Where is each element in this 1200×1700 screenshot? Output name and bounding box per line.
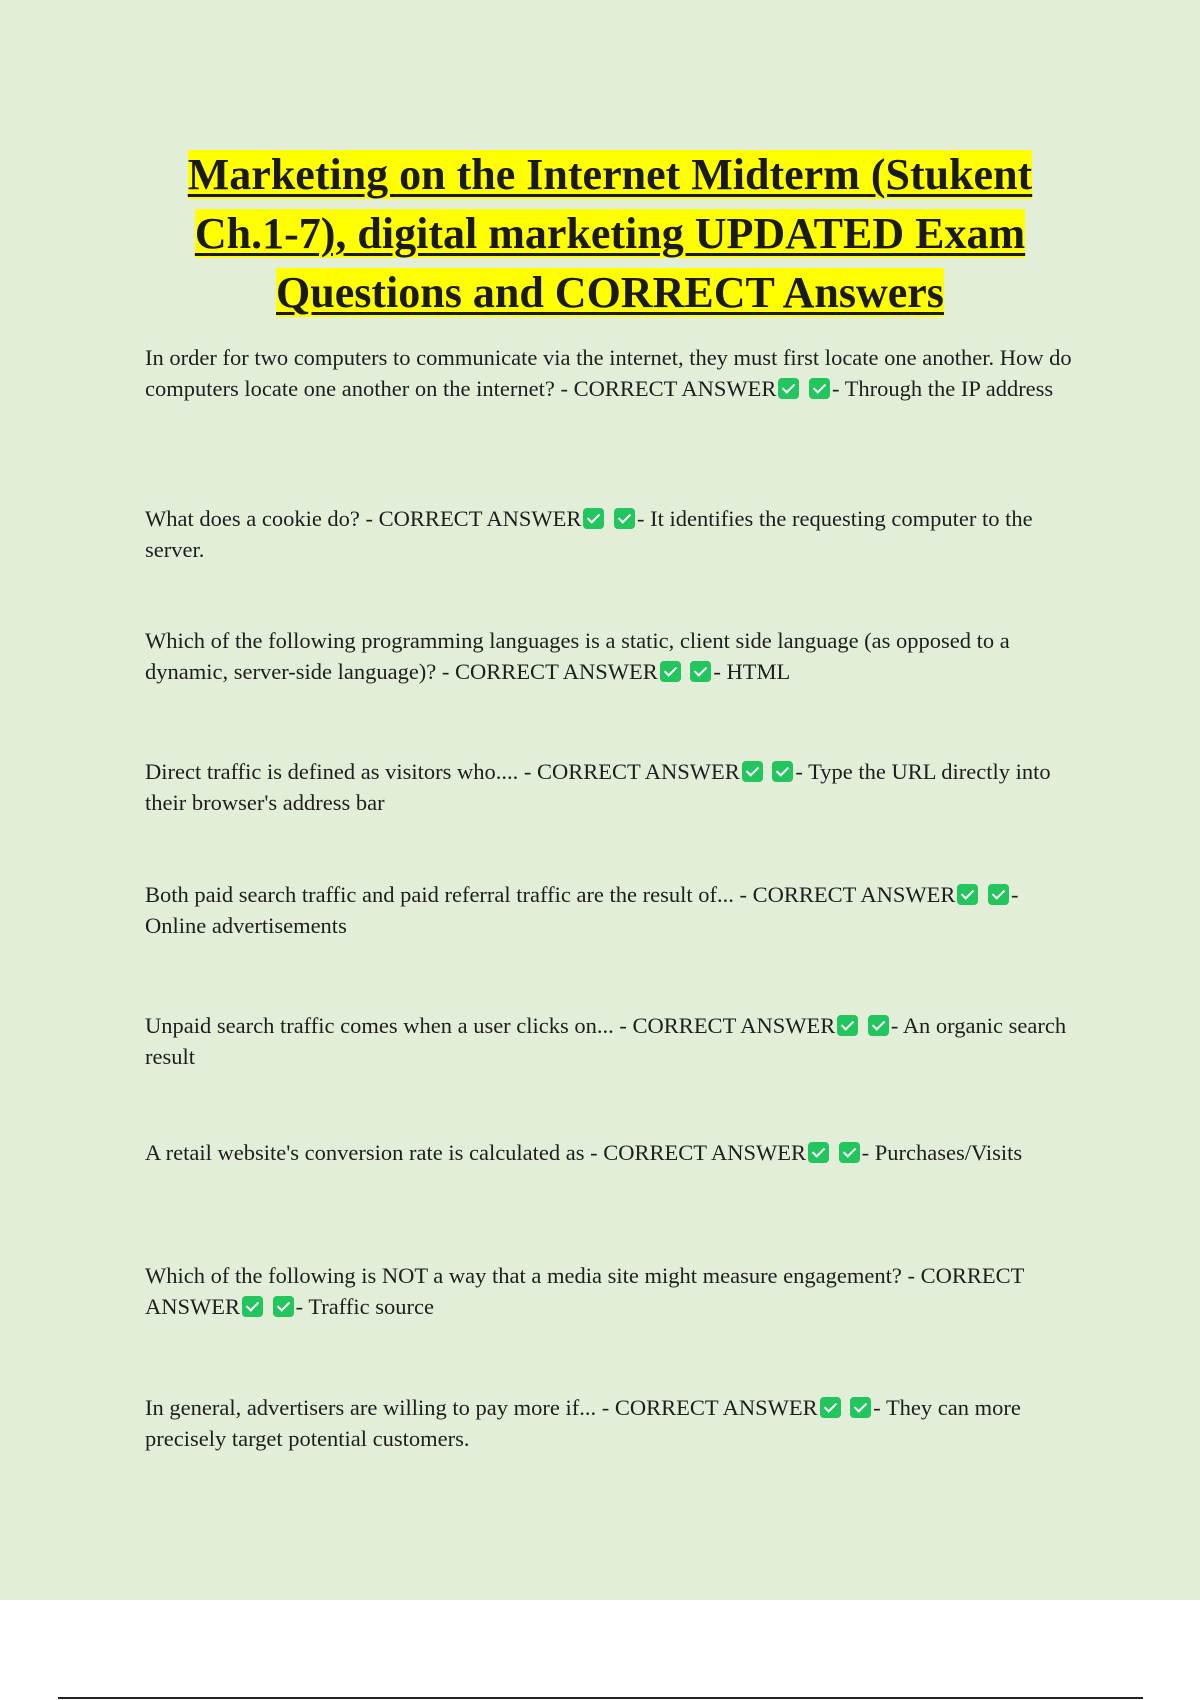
- question-text: Unpaid search traffic comes when a user clicks on...: [145, 1013, 614, 1038]
- qa-item: Unpaid search traffic comes when a user clicks on... - CORRECT ANSWER - An organic search result: [145, 1013, 1067, 1069]
- document-title-text: Marketing on the Internet Midterm (Stukent Ch.1-7), digital marketing UPDATED Exam Questions and CORRECT Answers: [187, 150, 1033, 317]
- qa-item: In general, advertisers are willing to pay more if... - CORRECT ANSWER - They can more precisely target potential customers.: [145, 1395, 1021, 1451]
- green-checkmark-icon: [820, 1397, 841, 1418]
- question-text: In general, advertisers are willing to pay more if...: [145, 1395, 597, 1420]
- question-text: Which of the following is NOT a way that a media site might measure engagement?: [145, 1263, 902, 1288]
- green-checkmark-icon: [839, 1142, 860, 1163]
- green-checkmark-icon: [809, 378, 830, 399]
- green-checkmark-icon: [850, 1397, 871, 1418]
- answer-marker: CORRECT ANSWER: [632, 1013, 836, 1038]
- green-checkmark-icon: [242, 1296, 263, 1317]
- qa-item: In order for two computers to communicate via the internet, they must first locate one another. How do computers locate one another on the internet? - CORRECT ANSWER - Through the IP address: [145, 345, 1072, 401]
- question-text: Direct traffic is defined as visitors who....: [145, 759, 519, 784]
- green-checkmark-icon: [660, 661, 681, 682]
- qa-item: A retail website's conversion rate is calculated as - CORRECT ANSWER - Purchases/Visits: [145, 1140, 1023, 1165]
- answer-text: It identifies the requesting computer to the server.: [145, 506, 1033, 562]
- answer-text: Online advertisements: [145, 913, 347, 938]
- answer-text: HTML: [726, 659, 791, 684]
- answer-marker: CORRECT ANSWER: [752, 882, 956, 907]
- answer-marker: CORRECT ANSWER: [378, 506, 582, 531]
- answer-marker: CORRECT ANSWER: [614, 1395, 818, 1420]
- qa-item: What does a cookie do? - CORRECT ANSWER - It identifies the requesting computer to the server.: [145, 506, 1033, 562]
- question-text: A retail website's conversion rate is calculated as: [145, 1140, 585, 1165]
- answer-marker: CORRECT ANSWER: [537, 759, 740, 784]
- green-checkmark-icon: [273, 1296, 294, 1317]
- green-checkmark-icon: [778, 378, 799, 399]
- green-checkmark-icon: [957, 884, 978, 905]
- answer-marker: CORRECT ANSWER: [455, 659, 658, 684]
- qa-item: Which of the following programming languages is a static, client side language (as opposed to a dynamic, server-side language)? - CORRECT ANSWER - HTML: [145, 628, 1010, 684]
- green-checkmark-icon: [772, 761, 793, 782]
- answer-marker: CORRECT ANSWER: [145, 1263, 1024, 1319]
- question-text: What does a cookie do?: [145, 506, 360, 531]
- answer-text: An organic search result: [145, 1013, 1067, 1069]
- qa-item: Which of the following is NOT a way that a media site might measure engagement? - CORRECT ANSWER - Traffic source: [145, 1263, 1024, 1319]
- question-text: In order for two computers to communicate via the internet, they must first locate one another. How do computers locate one another on the internet?: [145, 345, 1072, 401]
- green-checkmark-icon: [690, 661, 711, 682]
- question-text: Which of the following programming languages is a static, client side language (as opposed to a dynamic, server-side language)?: [145, 628, 1010, 684]
- green-checkmark-icon: [808, 1142, 829, 1163]
- green-checkmark-icon: [988, 884, 1009, 905]
- footer-divider: [58, 1697, 1143, 1699]
- answer-marker: CORRECT ANSWER: [573, 376, 777, 401]
- green-checkmark-icon: [742, 761, 763, 782]
- green-checkmark-icon: [837, 1015, 858, 1036]
- qa-item: Direct traffic is defined as visitors who.... - CORRECT ANSWER - Type the URL directly into their browser's address bar: [145, 759, 1051, 815]
- answer-text: Through the IP address: [844, 376, 1054, 401]
- qa-item: Both paid search traffic and paid referral traffic are the result of... - CORRECT ANSWER - Online advertisements: [145, 882, 1019, 938]
- green-checkmark-icon: [868, 1015, 889, 1036]
- answer-text: Type the URL directly into their browser's address bar: [145, 759, 1051, 815]
- document-title: [140, 145, 1080, 322]
- answer-text: Traffic source: [308, 1294, 434, 1319]
- question-text: Both paid search traffic and paid referral traffic are the result of...: [145, 882, 734, 907]
- green-checkmark-icon: [583, 508, 604, 529]
- green-checkmark-icon: [614, 508, 635, 529]
- answer-text: Purchases/Visits: [874, 1140, 1023, 1165]
- answer-marker: CORRECT ANSWER: [603, 1140, 807, 1165]
- answer-text: They can more precisely target potential customers.: [145, 1395, 1021, 1451]
